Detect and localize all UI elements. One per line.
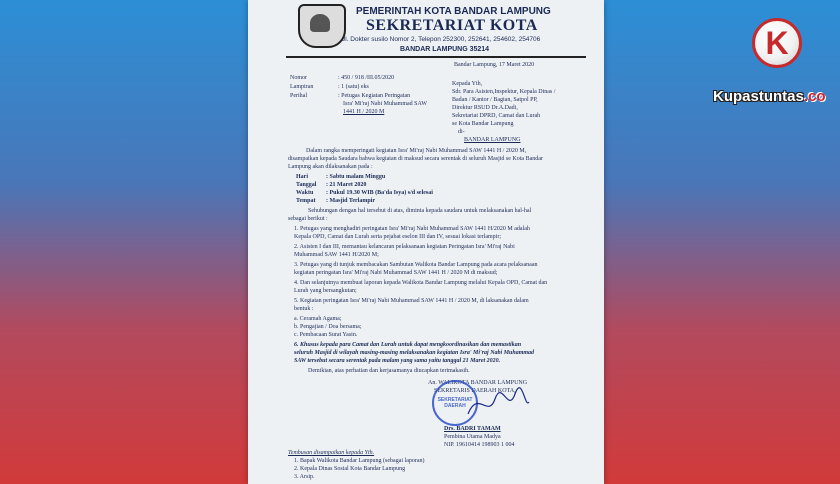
body-line: SAW tersebut secara serentak pada malam yang sama yaitu tanggal 21 Maret 2020. [294, 358, 501, 364]
body-line: a. Ceramah Agama; [294, 316, 342, 322]
signature-line: SEKRETARIS DAERAH KOTA, [434, 388, 516, 394]
meta-value: : 1 (satu) eks [338, 84, 369, 90]
body-line: 6. Khusus kepada para Camat dan Lurah untuk dapat mengkoordinasikan dan memastikan [294, 342, 522, 348]
perihal-line: 1441 H / 2020 M [343, 109, 385, 115]
letter-date: Bandar Lampung, 17 Maret 2020 [454, 62, 535, 68]
intro-line: Dalam rangka memperingati kegiatan Isra' Mi'raj Nabi Muhammad SAW 1441 H / 2020 M, [306, 148, 527, 154]
signatory-rank: Pembina Utama Madya [444, 434, 501, 440]
brand-wordmark: Kupastuntas.co [713, 88, 826, 105]
header-divider [286, 56, 586, 58]
recipient-line: di- [458, 129, 465, 135]
recipient-line: Direktur RSUD Dr.A.Dadi, [452, 105, 518, 111]
signatory-name: Drs. BADRI TAMAM [444, 426, 501, 432]
city-line: BANDAR LAMPUNG 35214 [400, 46, 490, 53]
body-line: 3. Petugas yang di tunjuk membacakan Sambutan Walikota Bandar Lampung pada acara pelaksanaan [294, 262, 538, 268]
cc-item: 3. Arsip. [294, 474, 315, 480]
intro-line: disampaikan kepada Saudara bahwa kegiatan di maksud secara serentak di seluruh Masjid se Kota Bandar [288, 156, 543, 162]
schedule-value: : Masjid Terlampir [326, 198, 375, 204]
schedule-value: : 21 Maret 2020 [326, 182, 367, 188]
signatory-nip: NIP. 19610414 198903 1 004 [444, 442, 515, 448]
schedule-label: Waktu [296, 190, 314, 196]
body-line: 1. Petugas yang menghadiri peringatan Isra' Mi'raj Nabi Muhammad SAW 1441 H/2020 M adalah [294, 226, 530, 232]
body-line: Muhammad SAW 1441 H/2020 M; [294, 252, 379, 258]
meta-label: Perihal [290, 93, 307, 99]
body-line: Kepala OPD, Camat dan Lurah serta pejabat eselon III dan IV, sesuai lokasi terlampir; [294, 234, 501, 240]
body-line: Lurah yang bersangkutan; [294, 288, 357, 294]
cc-title: Tembusan disampaikan kepada Yth. [288, 450, 375, 456]
letter-document [248, 0, 604, 484]
schedule-label: Tanggal [296, 182, 317, 188]
body-line: 2. Asisten I dan III, memantau kelancaran pelaksanaan kegiatan Peringatan Isra' Mi'raj Nabi [294, 244, 515, 250]
gov-heading: PEMERINTAH KOTA BANDAR LAMPUNG [356, 6, 551, 17]
signature-scribble-icon [463, 384, 533, 424]
perihal-line: Isra' Mi'raj Nabi Muhammad SAW [343, 101, 427, 107]
intro-line: Lampung akan dilaksanakan pada : [288, 164, 373, 170]
brand-logo-icon: K [752, 18, 802, 68]
meta-label: Lampiran [290, 84, 314, 90]
schedule-value: : Sabtu malam Minggu [326, 174, 386, 180]
body-line: 4. Dan selanjutnya membuat laporan kepada Walikota Bandar Lampung melalui Kepala OPD, Camat dan [294, 280, 548, 286]
body-line: seluruh Masjid di wilayah masing-masing melaksanakan kegiatan Isra' Mi'raj Nabi Muhammad [294, 350, 535, 356]
recipient-line: Sekretariat DPRD, Camat dan Lurah [452, 113, 541, 119]
cc-item: 2. Kepala Dinas Sosial Kota Bandar Lampung [294, 466, 406, 472]
signature-line: An. WALIKOTA BANDAR LAMPUNG [428, 380, 528, 386]
cc-item: 1. Bapak Walikota Bandar Lampung (sebagai laporan) [294, 458, 425, 464]
meta-value: : 450 / 918 /III.05/2020 [338, 75, 395, 81]
body-line: 5. Kegiatan peringatan Isra' Mi'raj Nabi Muhammad SAW 1441 H / 2020 M, di laksanakan dalam [294, 298, 529, 304]
schedule-label: Hari [296, 174, 308, 180]
body-line: sebagai berikut : [288, 216, 328, 222]
meta-value: : Petugas Kegiatan Peringatan [338, 93, 411, 99]
recipient-line: Sdr. Para Asisten,Inspektur, Kepala Dinas / [452, 89, 556, 95]
recipient-city: BANDAR LAMPUNG [464, 137, 521, 143]
recipient-line: Kepada Yth, [452, 81, 483, 87]
schedule-value: : Pukul 19.30 WIB (Ba'da Isya) s/d selesai [326, 190, 433, 196]
body-line: Sehubungan dengan hal tersebut di atas, diminta kepada saudara untuk melaksanakan hal-hal [308, 208, 532, 214]
body-line: bentuk : [294, 306, 314, 312]
body-line: c. Pembacaan Surat Yasin. [294, 332, 358, 338]
body-line: Demikian, atas perhatian dan kerjasamanya diucapkan terimakasih. [308, 368, 470, 374]
schedule-label: Tempat [296, 198, 316, 204]
office-heading: SEKRETARIAT KOTA [366, 17, 538, 34]
official-stamp: SEKRETARIAT DAERAH [432, 380, 478, 426]
city-emblem-icon [298, 4, 346, 48]
recipient-line: Badan / Kantor / Bagian, Satpol PP, [452, 97, 538, 103]
meta-label: Nomor [290, 75, 307, 81]
address-line: Jl. Dokter susilo Nomor 2, Telepon 252300, 252641, 254602, 254706 [342, 36, 541, 43]
recipient-line: se Kota Bandar Lampung [452, 121, 514, 127]
body-line: b. Pengajian / Doa bersama; [294, 324, 362, 330]
body-line: kegiatan peringatan Isra' Mi'raj Nabi Muhammad SAW 1441 H / 2020 M di maksud; [294, 270, 498, 276]
